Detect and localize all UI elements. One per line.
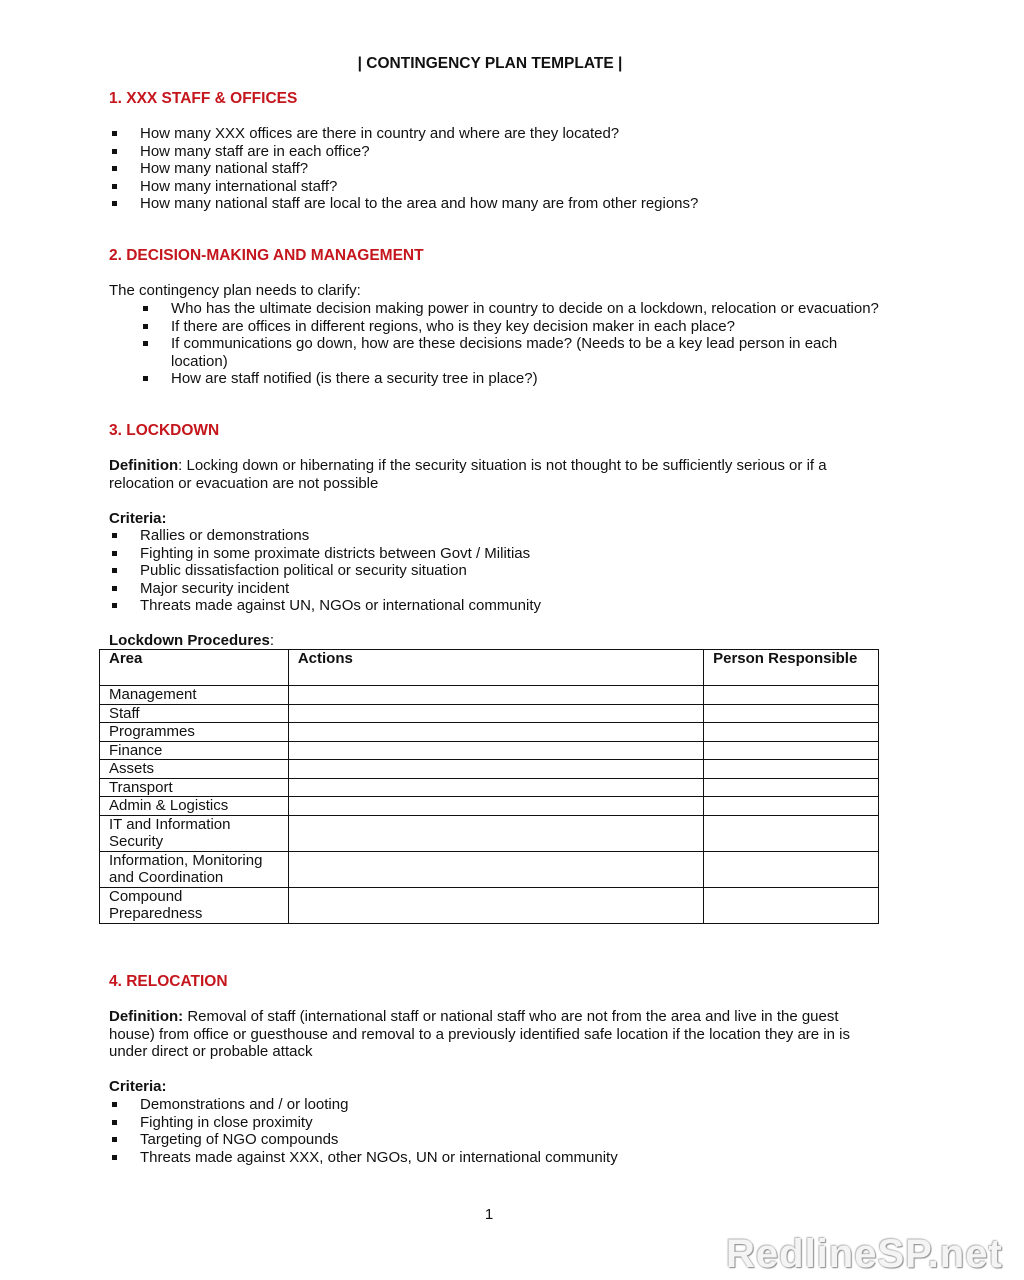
table-cell-person <box>704 887 879 923</box>
bullet-icon <box>112 184 117 189</box>
table-row <box>100 741 879 760</box>
list-item: Rallies or demonstrations <box>109 527 909 545</box>
table-cell-person <box>704 760 879 779</box>
table-cell-area: IT and Information Security <box>100 815 289 851</box>
page-number: 1 <box>484 1206 494 1223</box>
table-cell-actions <box>288 887 703 923</box>
list-item: Public dissatisfaction political or security situation <box>109 562 909 580</box>
table-cell-actions <box>288 797 703 816</box>
table-cell-actions <box>288 741 703 760</box>
list-item: Who has the ultimate decision making power in country to decide on a lockdown, relocation or evacuation? <box>140 300 880 318</box>
table-cell-person <box>704 741 879 760</box>
bullet-icon <box>112 131 117 136</box>
bullet-icon <box>112 166 117 171</box>
table-row <box>100 760 879 779</box>
table-row <box>100 887 879 923</box>
bullet-icon <box>143 341 148 346</box>
section-4-definition <box>109 1008 869 1061</box>
lockdown-procedures-table <box>99 649 879 924</box>
bullet-icon <box>112 1137 117 1142</box>
section-2-heading: 2. DECISION-MAKING AND MANAGEMENT <box>109 247 424 264</box>
table-cell-area: Programmes <box>100 723 289 742</box>
table-cell-actions <box>288 778 703 797</box>
table-cell-actions <box>288 815 703 851</box>
bullet-icon <box>143 376 148 381</box>
table-row <box>100 778 879 797</box>
table-row <box>100 851 879 887</box>
list-item: How are staff notified (is there a security tree in place?) <box>140 370 880 388</box>
list-item: Fighting in some proximate districts between Govt / Militias <box>109 545 909 563</box>
list-item: If communications go down, how are these decisions made? (Needs to be a key lead person in each location) <box>140 335 880 370</box>
table-row <box>100 704 879 723</box>
bullet-icon <box>112 1102 117 1107</box>
watermark: RedlineSP.net <box>726 1232 1003 1276</box>
table-row <box>100 686 879 705</box>
table-cell-actions <box>288 760 703 779</box>
section-3-criteria-list <box>109 527 909 615</box>
list-item: How many national staff are local to the area and how many are from other regions? <box>109 195 909 213</box>
bullet-icon <box>112 201 117 206</box>
table-cell-person <box>704 797 879 816</box>
column-header-person-responsible: Person Responsible <box>704 650 879 686</box>
section-2-list <box>140 300 880 388</box>
table-cell-actions <box>288 851 703 887</box>
column-header-area: Area <box>100 650 289 686</box>
section-1-heading: 1. XXX STAFF & OFFICES <box>109 90 298 107</box>
bullet-icon <box>143 324 148 329</box>
section-4-criteria-label: Criteria: <box>109 1078 167 1095</box>
list-item: Demonstrations and / or looting <box>109 1096 909 1114</box>
bullet-icon <box>112 586 117 591</box>
list-item: Threats made against XXX, other NGOs, UN or international community <box>109 1149 909 1167</box>
table-row <box>100 815 879 851</box>
table-cell-person <box>704 686 879 705</box>
bullet-icon <box>112 149 117 154</box>
table-cell-area: Transport <box>100 778 289 797</box>
list-item: Targeting of NGO compounds <box>109 1131 909 1149</box>
list-item: Major security incident <box>109 580 909 598</box>
table-cell-area: Staff <box>100 704 289 723</box>
table-cell-actions <box>288 723 703 742</box>
definition-label: Definition: <box>109 1008 184 1025</box>
definition-text: Removal of staff (international staff or national staff who are not from the area and live in the guest house) from office or guesthouse and removal to a previously identified safe location if the location they are in is under direct or probable attack <box>109 1008 850 1060</box>
definition-text: : Locking down or hibernating if the security situation is not thought to be sufficiently serious or if a relocation or evacuation are not possible <box>109 457 827 492</box>
list-item: How many national staff? <box>109 160 909 178</box>
table-cell-area: Compound Preparedness <box>100 887 289 923</box>
table-row <box>100 723 879 742</box>
section-1-list <box>109 125 909 213</box>
definition-label: Definition <box>109 457 179 474</box>
bullet-icon <box>143 306 148 311</box>
list-item: If there are offices in different regions, who is they key decision maker in each place? <box>140 318 880 336</box>
section-3-heading: 3. LOCKDOWN <box>109 422 220 439</box>
section-3-definition <box>109 457 849 492</box>
table-cell-actions <box>288 686 703 705</box>
table-cell-person <box>704 815 879 851</box>
bullet-icon <box>112 1155 117 1160</box>
table-cell-actions <box>288 704 703 723</box>
list-item: How many international staff? <box>109 178 909 196</box>
bullet-icon <box>112 603 117 608</box>
section-3-criteria-label: Criteria: <box>109 510 167 527</box>
table-cell-person <box>704 778 879 797</box>
list-item: Fighting in close proximity <box>109 1114 909 1132</box>
bullet-icon <box>112 568 117 573</box>
table-cell-person <box>704 723 879 742</box>
section-4-criteria-list <box>109 1096 909 1166</box>
list-item: How many staff are in each office? <box>109 143 909 161</box>
table-cell-area: Information, Monitoring and Coordination <box>100 851 289 887</box>
bullet-icon <box>112 533 117 538</box>
table-cell-person <box>704 704 879 723</box>
list-item: Threats made against UN, NGOs or international community <box>109 597 909 615</box>
table-row <box>100 797 879 816</box>
bullet-icon <box>112 1120 117 1125</box>
table-cell-area: Management <box>100 686 289 705</box>
column-header-actions: Actions <box>288 650 703 686</box>
table-cell-area: Admin & Logistics <box>100 797 289 816</box>
list-item: How many XXX offices are there in country and where are they located? <box>109 125 909 143</box>
table-cell-area: Assets <box>100 760 289 779</box>
bullet-icon <box>112 551 117 556</box>
lockdown-procedures-label: Lockdown Procedures: <box>109 632 275 649</box>
table-header-row <box>100 650 879 686</box>
section-2-intro: The contingency plan needs to clarify: <box>109 282 361 299</box>
table-cell-area: Finance <box>100 741 289 760</box>
document-title: | CONTINGENCY PLAN TEMPLATE | <box>357 55 623 72</box>
section-4-heading: 4. RELOCATION <box>109 973 228 990</box>
table-cell-person <box>704 851 879 887</box>
